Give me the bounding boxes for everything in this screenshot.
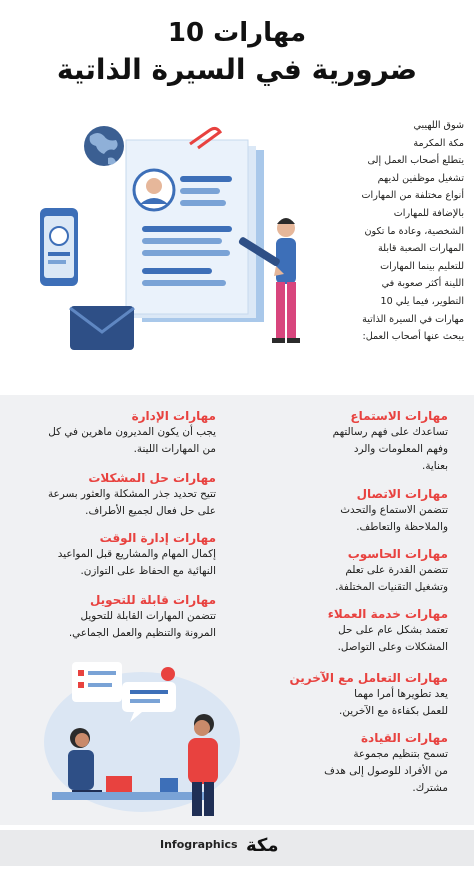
intro-line: أنواع مختلفة من المهارات <box>361 190 464 202</box>
intro-line: بالإضافة للمهارات <box>393 207 464 219</box>
skill-title: مهارات الحاسوب <box>347 547 448 561</box>
publication-logo: مكة <box>246 835 279 856</box>
title-line-1: 10 مهارات <box>167 18 307 48</box>
skill-description: إكمال المهام والمشاريع قبل المواعيد النهائية مع الحفاظ على التوازن. <box>57 548 216 577</box>
intro-line: يتطلع أصحاب العمل إلى <box>367 155 464 167</box>
skill-customer-service <box>238 606 448 656</box>
skill-title: مهارات الإدارة <box>131 409 216 423</box>
footer-brand: Infographics <box>160 838 238 851</box>
laptop-icon <box>106 776 132 792</box>
title-line-2: ضرورية في السيرة الذاتية <box>56 53 418 86</box>
skill-description: تسمح بتنظيم مجموعة من الأفراد للوصول إلى هدف مشترك. <box>324 748 448 794</box>
skill-description: تساعدك على فهم رسالتهم وفهم المعلومات والرد بعناية. <box>332 426 448 472</box>
intro-line: مهارات في السيرة الذاتية <box>362 313 464 325</box>
intro-paragraph <box>344 117 464 346</box>
skill-description: تتيح تحديد جذر المشكلة والعثور بسرعة على حل فعال لجميع الأطراف. <box>47 488 216 517</box>
resume-document-icon <box>126 140 264 322</box>
skill-transferable <box>6 592 216 642</box>
skill-problem-solving <box>6 470 216 520</box>
intro-line: اللينة أكثر صعوبة في <box>381 278 464 290</box>
envelope-icon <box>70 306 134 350</box>
skill-description: يجب أن يكون المديرون ماهرين في كل من المهارات اللينة. <box>48 426 216 455</box>
skill-communication <box>238 486 448 536</box>
intro-line: الشخصية، وعادة ما تكون <box>364 225 464 237</box>
skill-listening <box>238 408 448 475</box>
globe-icon <box>84 126 124 166</box>
skill-description: تعتمد بشكل عام على حل المشكلات وعلى التواصل. <box>337 624 448 653</box>
intro-line: التطوير، فيما يلي 10 <box>380 295 464 307</box>
intro-line: المهارات الصعبة قابلة <box>378 243 464 255</box>
skill-description: تتضمن القدرة على تعلم وتشغيل التقنيات المختلفة. <box>335 564 448 593</box>
skill-interpersonal <box>238 670 448 720</box>
meeting-illustration <box>42 652 242 820</box>
skill-description: يعد تطويرها أمرا مهما للعمل بكفاءة مع الآخرين. <box>339 688 448 717</box>
checklist-icon <box>72 662 122 702</box>
skill-title: مهارات قابلة للتحويل <box>89 593 216 607</box>
intro-line: يبحث عنها أصحاب العمل: <box>362 331 464 343</box>
skill-description: تتضمن المهارات القابلة للتحويل المرونة والتنظيم والعمل الجماعي. <box>68 610 216 639</box>
skill-title: مهارات الاتصال <box>356 487 448 501</box>
skill-computer <box>238 546 448 596</box>
skill-time-management <box>6 530 216 580</box>
author-name: شوق اللهيبي <box>413 120 464 131</box>
footer-bar <box>0 830 474 866</box>
resume-illustration <box>30 118 330 378</box>
skill-title: مهارات التعامل مع الآخرين <box>289 671 448 685</box>
skill-management <box>6 408 216 458</box>
skill-title: مهارات القيادة <box>360 731 448 745</box>
skill-title: مهارات إدارة الوقت <box>99 531 216 545</box>
skill-description: تتضمن الاستماع والتحدث والملاحظة والتعاطف. <box>340 504 448 533</box>
books-icon <box>160 778 178 792</box>
skill-title: مهارات خدمة العملاء <box>327 607 448 621</box>
desk <box>52 792 212 800</box>
page-title <box>0 16 474 90</box>
author-city: مكة المكرمة <box>413 137 464 149</box>
intro-line: للتعليم بينما المهارات <box>380 260 464 272</box>
skill-leadership <box>238 730 448 797</box>
phone-icon <box>40 208 78 286</box>
skill-title: مهارات حل المشكلات <box>88 471 216 485</box>
skill-title: مهارات الاستماع <box>350 409 448 423</box>
intro-line: تشغيل موظفين لديهم <box>377 172 464 184</box>
